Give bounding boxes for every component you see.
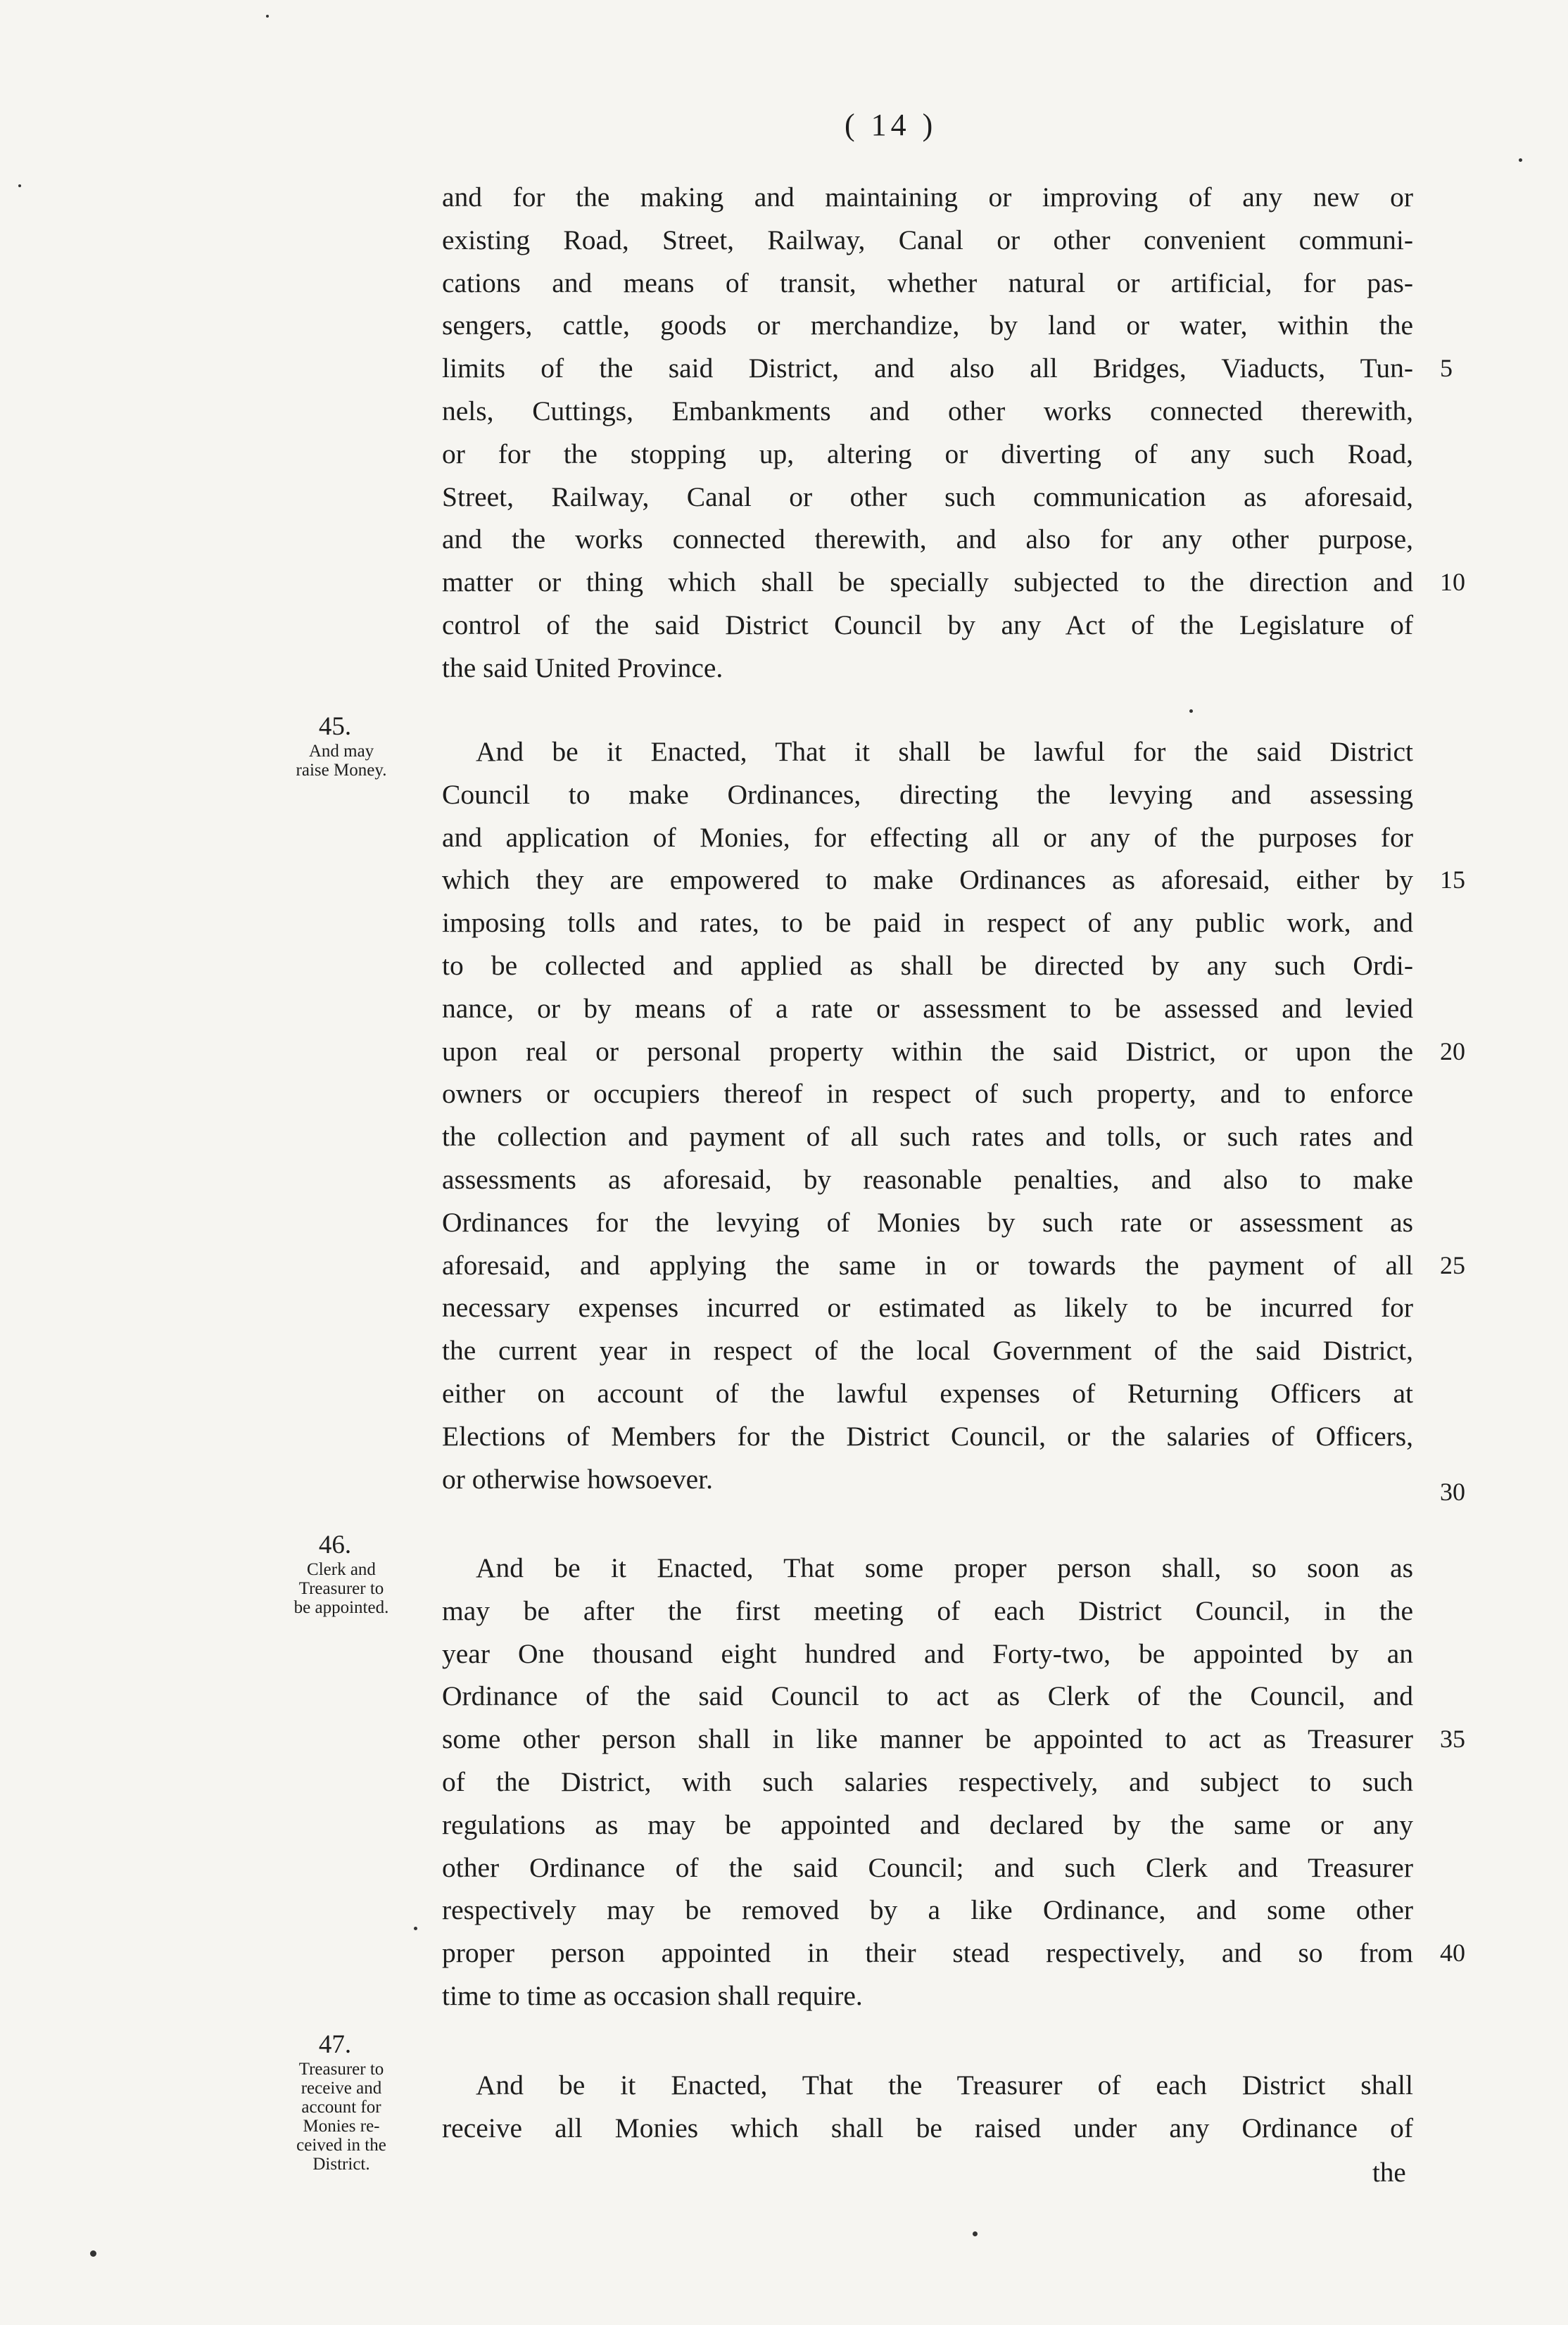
text-line: And be it Enacted, That some proper person shall, so soon as [476, 1552, 1413, 1583]
text-line: Elections of Members for the District Council, or the salaries of Officers, [442, 1420, 1413, 1452]
text-line: other Ordinance of the said Council; and such Clerk and Treasurer [442, 1851, 1413, 1883]
scan-speck [1519, 158, 1522, 162]
line-number: 25 [1440, 1250, 1465, 1279]
line-text: or otherwise howsoever. [442, 1463, 714, 1495]
section-46-paragraph [442, 1547, 1465, 2017]
section-number: 45. [318, 712, 352, 741]
text-line: Street, Railway, Canal or other such communication as aforesaid, [442, 481, 1413, 512]
marginal-note-45 [251, 712, 419, 780]
marginal-note-46 [251, 1531, 419, 1617]
text-line: and the works connected therewith, and also for any other purpose, [442, 524, 1413, 555]
text-line-15 [442, 859, 1465, 901]
line-number: 40 [1440, 1939, 1465, 1968]
section-47-paragraph [442, 2064, 1413, 2150]
line-text: matter or thing which shall be specially subjected to the direction and [442, 566, 1413, 598]
text-line: imposing tolls and rates, to be paid in respect of any public work, and [442, 907, 1413, 939]
text-line-5 [442, 347, 1453, 390]
text-line: the current year in respect of the local Government of the said District, [442, 1335, 1413, 1367]
line-number: 30 [1440, 1477, 1465, 1506]
text-line: assessments as aforesaid, by reasonable penalties, and also to make [442, 1163, 1413, 1195]
section-number: 47. [318, 2030, 352, 2059]
line-text: which they are empowered to make Ordinances as aforesaid, either by [442, 864, 1413, 896]
line-number: 10 [1440, 568, 1465, 597]
text-line: necessary expenses incurred or estimated as likely to be incurred for [442, 1292, 1413, 1324]
text-line: or for the stopping up, altering or diverting of any such Road, [442, 438, 1413, 469]
page-number: ( 14 ) [845, 108, 937, 142]
line-text: limits of the said District, and also all Bridges, Viaducts, Tun- [442, 353, 1413, 384]
section-45-paragraph [442, 730, 1465, 1506]
text-line: And be it Enacted, That it shall be lawful for the said District [476, 736, 1413, 767]
text-line: nance, or by means of a rate or assessment to be assessed and levied [442, 992, 1413, 1024]
text-line-40 [442, 1932, 1465, 1975]
scan-speck [414, 1927, 417, 1930]
text-line: regulations as may be appointed and declared by the same or any [442, 1808, 1413, 1840]
text-line: sengers, cattle, goods or merchandize, by land or water, within the [442, 310, 1413, 341]
marginal-note-line: Treasurer to [298, 2060, 384, 2079]
marginal-note-line: Monies re- [303, 2117, 380, 2136]
text-line: and application of Monies, for effecting all or any of the purposes for [442, 821, 1413, 853]
marginal-note-line: account for [301, 2098, 381, 2117]
text-line: receive all Monies which shall be raised under any Ordinance of [442, 2112, 1413, 2143]
text-line: and for the making and maintaining or improving of any new or [442, 182, 1413, 213]
line-number: 35 [1440, 1725, 1465, 1754]
text-line-25 [442, 1244, 1465, 1287]
scan-speck [18, 184, 21, 187]
text-line-10 [442, 561, 1465, 604]
marginal-note-line: And may [308, 742, 374, 761]
marginal-note-line: Clerk and [307, 1560, 376, 1579]
marginal-note-line: Treasurer to [298, 1579, 384, 1598]
line-text: aforesaid, and applying the same in or towards the payment of all [442, 1249, 1413, 1281]
line-number: 15 [1440, 866, 1465, 894]
text-line: Ordinances for the levying of Monies by such rate or assessment as [442, 1206, 1413, 1238]
line-text: upon real or personal property within the said District, or upon the [442, 1035, 1413, 1067]
section-intro-paragraph [442, 176, 1465, 690]
text-line-20 [442, 1030, 1465, 1073]
section-number: 46. [318, 1531, 352, 1559]
text-line: either on account of the lawful expenses of Returning Officers at [442, 1377, 1413, 1409]
catchword: the [1372, 2158, 1406, 2188]
marginal-note-47 [251, 2030, 419, 2174]
line-number: 5 [1440, 354, 1453, 383]
scan-speck [266, 15, 269, 18]
text-line-30 [442, 1458, 1465, 1506]
text-line: the collection and payment of all such rates and tolls, or such rates and [442, 1121, 1413, 1153]
text-line: Council to make Ordinances, directing the levying and assessing [442, 778, 1413, 810]
scan-speck [1189, 709, 1193, 713]
text-line: control of the said District Council by any Act of the Legislature of [442, 609, 1413, 640]
line-text: some other person shall in like manner be appointed to act as Treasurer [442, 1723, 1413, 1755]
scan-speck [973, 2231, 978, 2236]
text-line: the said United Province. [442, 652, 723, 683]
text-line: may be after the first meeting of each District Council, in the [442, 1595, 1413, 1626]
marginal-note-line: District. [312, 2155, 370, 2174]
line-number: 20 [1440, 1037, 1465, 1065]
text-line-35 [442, 1718, 1465, 1761]
scan-speck [90, 2250, 96, 2257]
text-line: to be collected and applied as shall be directed by any such Ordi- [442, 949, 1413, 981]
text-line: of the District, with such salaries respectively, and subject to such [442, 1766, 1413, 1797]
text-line: Ordinance of the said Council to act as Clerk of the Council, and [442, 1680, 1413, 1712]
text-line: time to time as occasion shall require. [442, 1979, 863, 2011]
text-line: respectively may be removed by a like Ordinance, and some other [442, 1894, 1413, 1926]
text-line: nels, Cuttings, Embankments and other works connected therewith, [442, 395, 1413, 426]
text-line: And be it Enacted, That the Treasurer of each District shall [476, 2070, 1413, 2101]
marginal-note-line: be appointed. [293, 1598, 389, 1617]
text-line: existing Road, Street, Railway, Canal or other convenient communi- [442, 224, 1413, 255]
text-line: cations and means of transit, whether natural or artificial, for pas- [442, 267, 1413, 298]
marginal-note-line: ceived in the [296, 2136, 386, 2155]
text-line: year One thousand eight hundred and Forty-two, be appointed by an [442, 1637, 1413, 1669]
text-line: owners or occupiers thereof in respect of such property, and to enforce [442, 1078, 1413, 1110]
marginal-note-line: raise Money. [296, 761, 387, 780]
marginal-note-line: receive and [301, 2079, 382, 2098]
line-text: proper person appointed in their stead respectively, and so from [442, 1937, 1413, 1969]
